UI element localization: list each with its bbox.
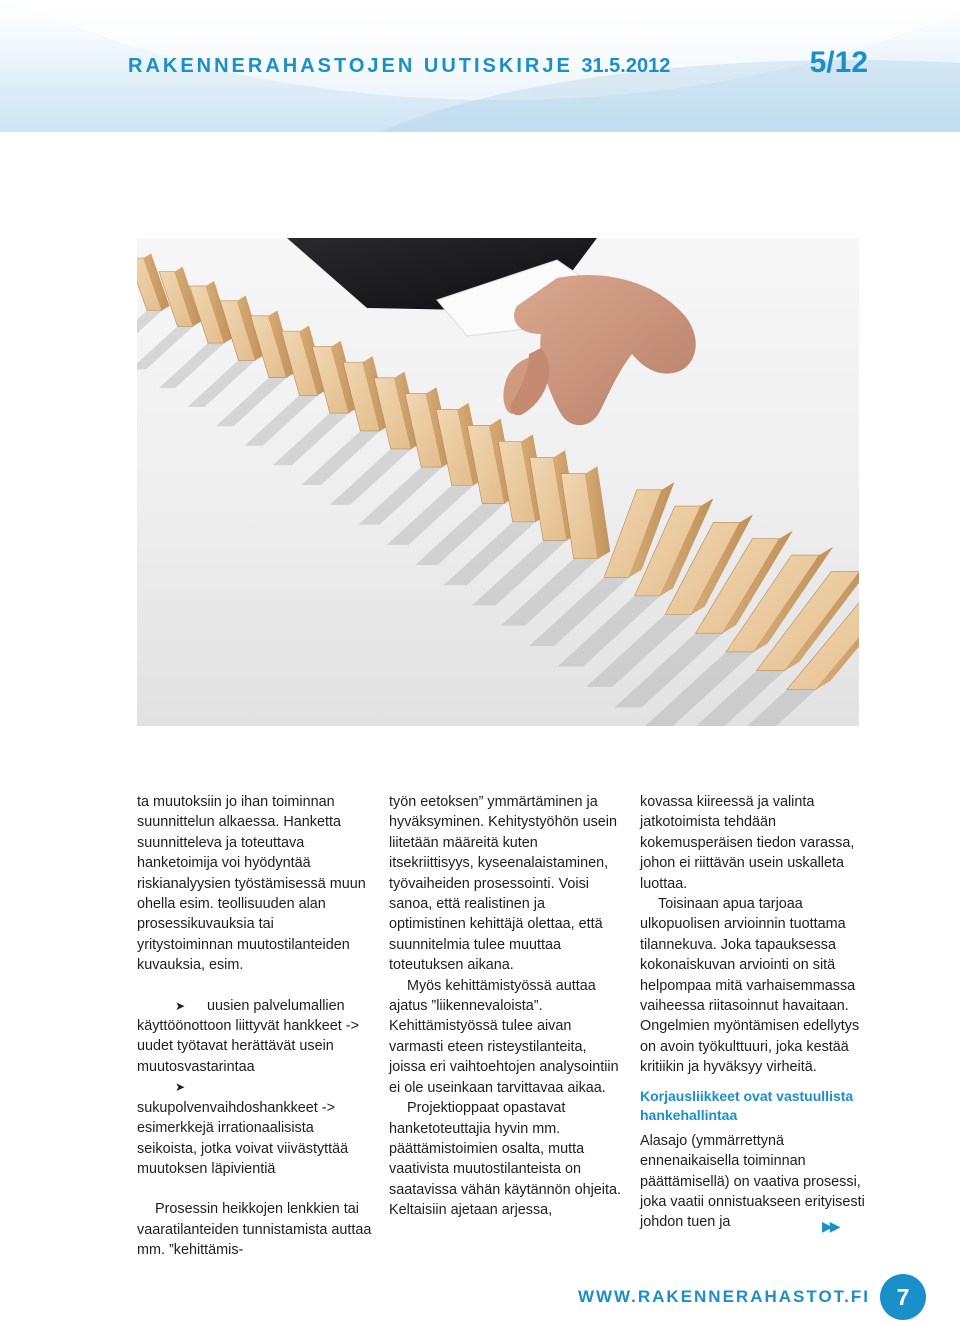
paragraph: Alasajo (ymmärrettynä ennenaikaisella toiminnan päättämisellä) on vaativa prosessi, joka vaatii onnistuakseen erityisesti johdon tuen ja [640,1132,865,1231]
bullet-item [137,1077,372,1179]
header-band [0,0,960,132]
paragraph: kovassa kiireessä ja valinta jatkotoimista tehdään kokemusperäisen tiedon varassa, johon ei riittävän usein uskalleta luottaa. [640,794,855,892]
paragraph: Myös kehittämistyössä auttaa ajatus ”liikennevaloista”. Kehittämistyössä tulee aivan varmasti eteen risteystilanteita, joissa eri vaihtoehtojen analysointiin ei ole useinkaan tarvittavaa aikaa. [389,977,619,1096]
text-column-1 [137,792,372,1261]
text-column-3 [640,792,866,1233]
paragraph: ta muutoksiin jo ihan toiminnan suunnittelun alkaessa. Hanketta suunnitteleva ja toteuttava hanketoimija voi hyödyntää riskianalyysien työstämisessä muun ohella esim. teollisuuden alan prosessikuvauksia tai yritystoiminnan muutostilanteiden kuvauksia, esim. [137,794,366,974]
newsletter-title [128,55,670,78]
domino-photo-icon [137,238,859,726]
issue-number: 5/12 [809,46,868,79]
bullet-text: uusien palvelumallien käyttöönottoon liittyvät hankkeet -> uudet työtavat herättävät usein muutosvastarintaa [137,997,359,1075]
bullet-item [137,996,372,1078]
bullet-text: sukupolvenvaihdoshankkeet -> esimerkkejä irrationaalisista seikoista, jotka voivat viivästyttää muutoksen läpivientiä [137,1099,349,1177]
paragraph: Projektioppaat opastavat hanketoteuttajia hyvin mm. päättämistoimien osalta, mutta vaativista muutostilanteista on saatavissa vähän käytännön ohjeita. Keltaisiin ajetaan arjessa, [389,1100,622,1219]
arrow-bullet-icon: ➤ [175,1080,186,1095]
subheading: Korjausliikkeet ovat vastuullista hankehallintaa [640,1087,854,1123]
newsletter-date: 31.5.2012 [581,55,671,77]
continue-arrow-icon: ▶▶ [822,1218,838,1234]
paragraph: työn eetoksen” ymmärtäminen ja hyväksyminen. Kehitystyöhön usein liitetään määreitä kuten itsekriittisyys, kyseenalaistaminen, työvaiheiden prosessointi. Voisi sanoa, että realistinen ja optimistinen kehittäjä olettaa, että suunnitelmia tulee muuttaa toteutuksen aikana. [389,794,617,974]
arrow-bullet-icon: ➤ [175,998,186,1013]
newsletter-name: RAKENNERAHASTOJEN UUTISKIRJE [128,55,573,77]
website-url[interactable]: WWW.RAKENNERAHASTOT.FI [577,1287,870,1306]
text-column-2 [389,792,624,1221]
paragraph: Toisinaan apua tarjoaa ulkopuolisen arvioinnin tuottama tilannekuva. Joka tapauksessa kokonaiskuvan arviointi on sitä helpompaa mitä varhaisemmassa vaiheessa riitasoinnut havaitaan. Ongelmien myöntämisen edellytys on avoin työkulttuuri, joka kestää kritiikin ja hyväksyy virheitä. [640,896,860,1076]
paragraph: Prosessin heikkojen lenkkien tai vaaratilanteiden tunnistamista auttaa mm. ”kehittämis- [137,1201,372,1259]
page-number: 7 [880,1274,926,1320]
